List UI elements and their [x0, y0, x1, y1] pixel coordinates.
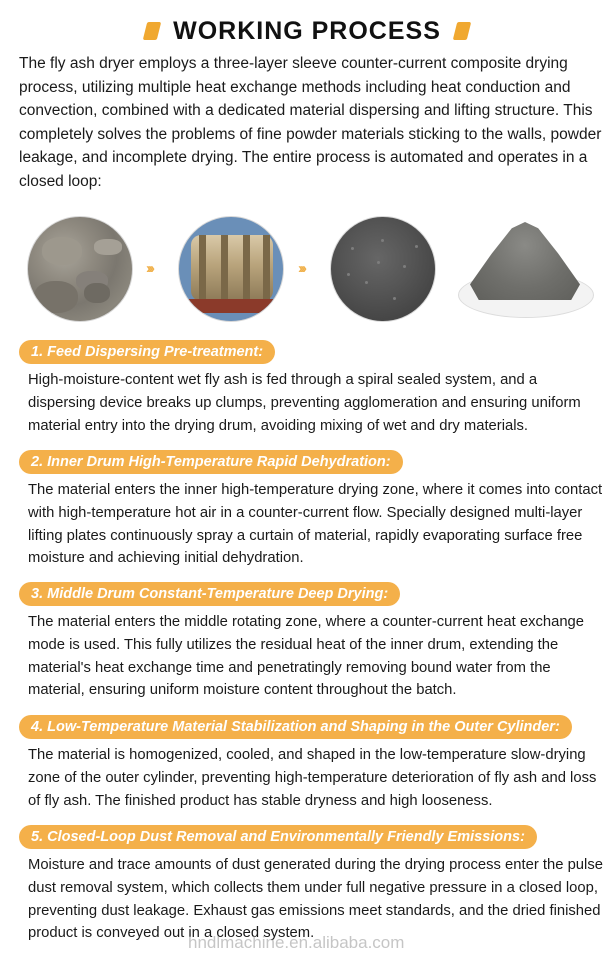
drum-band: [199, 235, 206, 301]
watermark: hndlmachine.en.alibaba.com: [188, 933, 405, 952]
step-3-text: The material enters the middle rotating zone, where a counter-current heat exchange mode is used. This fully utilizes the residual heat of the inner drum, extending the material's heat exchange time and penetratingly removing bound water from the material, ensuring uniform moisture content throughout the batch.: [28, 614, 585, 699]
drum-body: [191, 235, 273, 301]
intro-paragraph: The fly ash dryer employs a three-layer sleeve counter-current composite drying process, utilizing multiple heat exchange methods including heat conduction and convection, combined with a dedicated material dispersing and lifting structure. This completely solves the problems of fine powder materials sticking to the walls, powder leakage, and incomplete drying. The entire process is automated and operates in a closed loop:: [19, 55, 602, 190]
step-5-heading: 5. Closed-Loop Dust Removal and Environmentally Friendly Emissions:: [19, 825, 537, 849]
step-4-heading: 4. Low-Temperature Material Stabilization and Shaping in the Outer Cylinder:: [19, 715, 572, 739]
left-accent-mark: [143, 22, 161, 40]
right-accent-mark: [453, 22, 471, 40]
section-header: [0, 14, 614, 48]
dryer-drum-photo: [178, 216, 284, 322]
powder-pile: [470, 222, 580, 300]
step-2-text: The material enters the inner high-temperature drying zone, where it comes into contact with high-temperature hot air in a counter-current flow. Specially designed multi-layer lifting plates continuously spray a curtain of material, rapidly evaporating surface free moisture and achieving initial dehydration.: [28, 482, 603, 567]
process-image-strip: [0, 212, 614, 322]
step-5-text: Moisture and trace amounts of dust generated during the drying process enter the pulse dust removal system, which collects them under full negative pressure in a closed loop, preventing dust leakage. Exhaust gas emissions meet standards, and the dried finished product is conveyed out in a closed system.: [28, 857, 603, 942]
drum-band: [263, 235, 270, 301]
drum-band: [221, 235, 228, 301]
arrow-icon: ›››: [146, 260, 152, 277]
drum-band: [243, 235, 250, 301]
drum-base: [185, 299, 277, 313]
step-2-heading: 2. Inner Drum High-Temperature Rapid Dehydration:: [19, 450, 403, 474]
wet-fly-ash-photo: [27, 216, 133, 322]
step-4-text: The material is homogenized, cooled, and shaped in the low-temperature slow-drying zone of the outer cylinder, preventing high-temperature deterioration of fly ash and loss of fly ash. The finished product has stable dryness and high looseness.: [28, 747, 597, 809]
page-title: WORKING PROCESS: [173, 16, 441, 45]
dried-fly-ash-photo: [330, 216, 436, 322]
step-1-text: High-moisture-content wet fly ash is fed through a spiral sealed system, and a dispersing device breaks up clumps, preventing agglomeration and ensuring uniform material entry into the drying drum, avoiding mixing of wet and dry materials.: [28, 372, 581, 434]
fly-ash-powder-pile-photo: [456, 218, 596, 322]
arrow-icon: ›››: [298, 260, 304, 277]
step-1-heading: 1. Feed Dispersing Pre-treatment:: [19, 340, 275, 364]
step-3-heading: 3. Middle Drum Constant-Temperature Deep Drying:: [19, 582, 400, 606]
